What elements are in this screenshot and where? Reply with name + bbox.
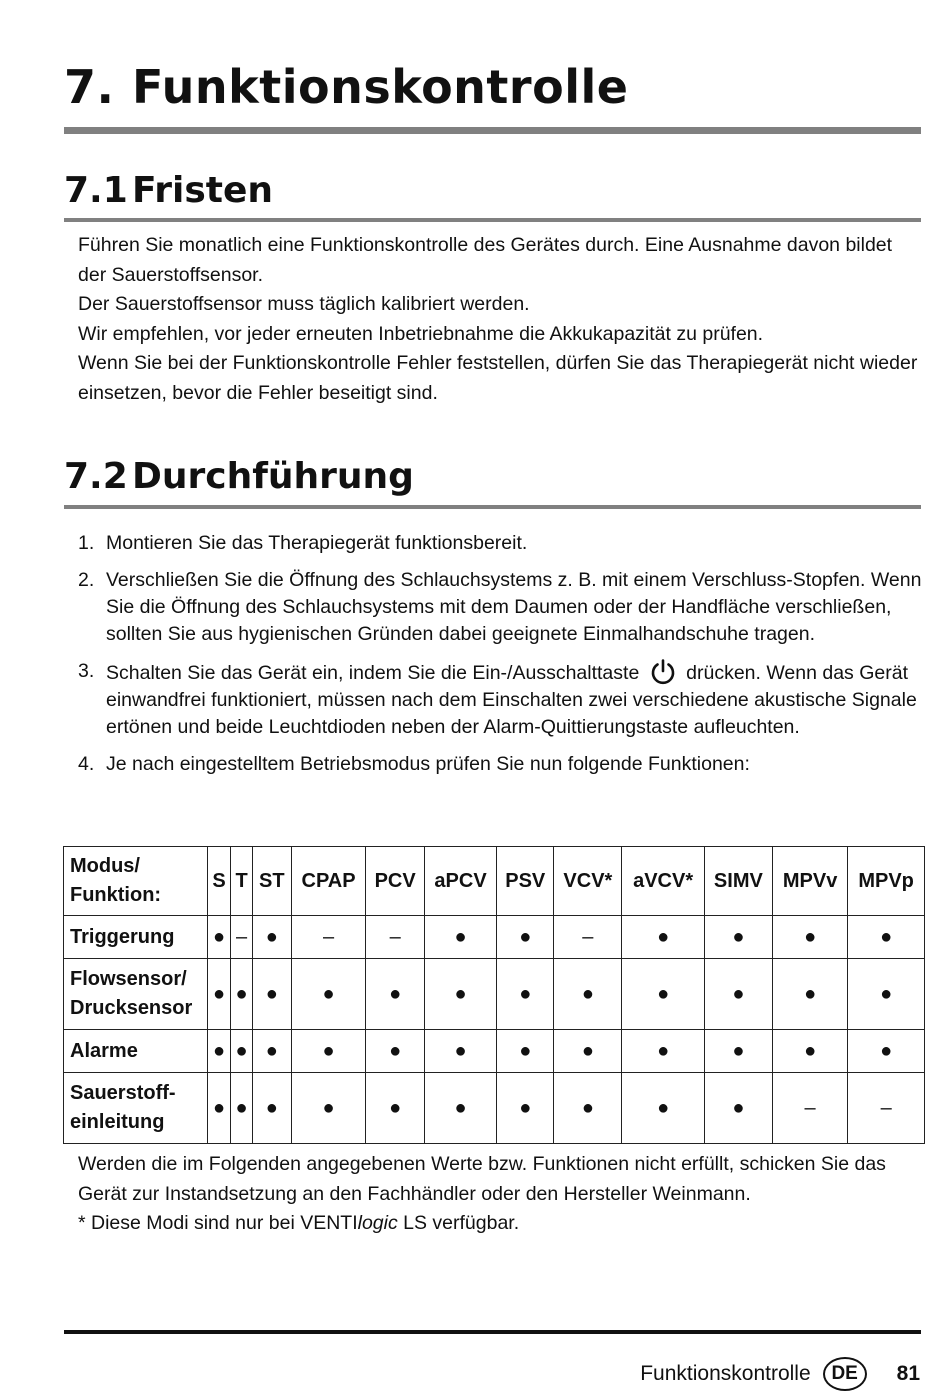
section-2-title	[64, 456, 414, 497]
row-label	[64, 916, 208, 959]
table-cell: ●	[208, 916, 231, 959]
mode-header: MPVp	[848, 847, 925, 916]
mode-header: ST	[252, 847, 291, 916]
table-cell: ●	[704, 916, 772, 959]
row-label	[64, 1030, 208, 1073]
table-cell: ●	[252, 1030, 291, 1073]
table-cell: ●	[497, 1073, 554, 1144]
table-cell: ●	[848, 959, 925, 1030]
table-cell: ●	[772, 1030, 847, 1073]
section-2-rule	[64, 505, 921, 509]
table-cell: ●	[231, 1030, 253, 1073]
table-cell: ●	[704, 1030, 772, 1073]
row-label-text: Triggerung	[70, 925, 175, 948]
mode-header: aPCV	[424, 847, 496, 916]
row-label-text: Flowsensor/	[70, 968, 187, 990]
table-cell: ●	[291, 959, 366, 1030]
paragraph: Führen Sie monatlich eine Funktionskontrolle des Gerätes durch. Eine Ausnahme davon bildet der Sauerstoffsensor.	[78, 234, 893, 286]
step-number: 2.	[78, 569, 95, 591]
mode-header: MPVv	[772, 847, 847, 916]
table-cell: –	[848, 1073, 925, 1144]
row-label	[64, 959, 208, 1030]
footnote-italic: logic	[357, 1212, 398, 1234]
step-text: Verschließen Sie die Öffnung des Schlauchsystems z. B. mit einem Verschluss-Stopfen. Wenn Sie die Öffnung des Schlauchsystems mit dem Daumen oder der Handfläche verschließen, sollten Sie aus hygienischen Gründen dabei geeignete Einmalhandschuhe tragen.	[106, 569, 922, 645]
table-cell: ●	[622, 959, 704, 1030]
step-text-after: drücken. Wenn das Gerät einwandfrei funktioniert, müssen nach dem Einschalten zwei verschiedene akustische Signale ertönen und beide Leuchtdioden neben der Alarm-Quittierungstaste aufleuchten.	[106, 662, 917, 738]
step-number: 3.	[78, 660, 95, 682]
list-item	[78, 751, 923, 778]
section-1-title	[64, 170, 273, 211]
table-cell: –	[772, 1073, 847, 1144]
table-cell: ●	[231, 1073, 253, 1144]
footnote	[78, 1209, 923, 1239]
section-1-title-text: Fristen	[132, 170, 274, 211]
after-table-text	[78, 1150, 923, 1239]
table-cell: ●	[554, 959, 622, 1030]
row-label	[64, 1073, 208, 1144]
footer-rule	[64, 1330, 921, 1334]
table-cell: ●	[622, 916, 704, 959]
mode-header: PSV	[497, 847, 554, 916]
mode-header: CPAP	[291, 847, 366, 916]
mode-header: aVCV*	[622, 847, 704, 916]
table-cell: ●	[497, 1030, 554, 1073]
mode-header: SIMV	[704, 847, 772, 916]
table-cell: ●	[424, 1073, 496, 1144]
footer-section: Funktionskontrolle	[640, 1362, 811, 1385]
paragraph: Wir empfehlen, vor jeder erneuten Inbetriebnahme die Akkukapazität zu prüfen.	[78, 322, 764, 345]
function-table	[63, 846, 925, 1144]
chapter-title	[64, 60, 628, 114]
section-1-number: 7.1	[64, 170, 128, 211]
table-row	[64, 959, 925, 1030]
row-label-text: Alarme	[70, 1039, 138, 1062]
paragraph: Der Sauerstoffsensor muss täglich kalibriert werden.	[78, 293, 530, 315]
table-cell: ●	[554, 1073, 622, 1144]
table-cell: ●	[366, 1030, 424, 1073]
table-cell: –	[554, 916, 622, 959]
table-cell: ●	[291, 1030, 366, 1073]
step-text-before: Schalten Sie das Gerät ein, indem Sie die Ein-/Ausschalttaste	[106, 662, 640, 684]
table-row	[64, 916, 925, 959]
power-icon	[649, 658, 677, 686]
chapter-number: 7.	[64, 60, 115, 114]
table-cell: ●	[772, 916, 847, 959]
section-1-rule	[64, 218, 921, 222]
mode-header: S	[208, 847, 231, 916]
section-1-body	[78, 231, 923, 408]
table-cell: ●	[252, 1073, 291, 1144]
table-cell: ●	[366, 959, 424, 1030]
list-item	[78, 530, 923, 557]
table-cell: ●	[424, 959, 496, 1030]
table-cell: ●	[424, 916, 496, 959]
table-cell: ●	[252, 916, 291, 959]
table-cell: ●	[704, 1073, 772, 1144]
table-cell: ●	[497, 916, 554, 959]
step-text: Montieren Sie das Therapiegerät funktionsbereit.	[106, 532, 528, 554]
table-header-row	[64, 847, 925, 916]
mode-header: T	[231, 847, 253, 916]
chapter-title-text: Funktionskontrolle	[132, 60, 629, 114]
table-cell: –	[231, 916, 253, 959]
section-2-number: 7.2	[64, 456, 128, 497]
steps-list	[78, 530, 923, 788]
language-badge: DE	[823, 1357, 867, 1391]
mode-header: VCV*	[554, 847, 622, 916]
row-label-text: einleitung	[70, 1111, 165, 1133]
chapter-rule	[64, 127, 921, 134]
table-cell: ●	[554, 1030, 622, 1073]
table-cell: ●	[208, 1030, 231, 1073]
footnote-suffix: LS verfügbar.	[397, 1212, 520, 1234]
table-cell: ●	[291, 1073, 366, 1144]
page-footer	[640, 1357, 920, 1391]
table-row	[64, 1030, 925, 1073]
paragraph: Werden die im Folgenden angegebenen Werte bzw. Funktionen nicht erfüllt, schicken Sie das Gerät zur Instandsetzung an den Fachhändler oder den Hersteller Weinmann.	[78, 1153, 886, 1205]
footnote-prefix: * Diese Modi sind nur bei VENTI	[78, 1212, 358, 1234]
mode-header: PCV	[366, 847, 424, 916]
table-row	[64, 1073, 925, 1144]
row-label-text: Sauerstoff-	[70, 1082, 176, 1104]
step-text: Je nach eingestelltem Betriebsmodus prüfen Sie nun folgende Funktionen:	[106, 753, 750, 775]
table-cell: ●	[848, 1030, 925, 1073]
table-cell: ●	[622, 1030, 704, 1073]
table-cell: ●	[497, 959, 554, 1030]
table-cell: ●	[848, 916, 925, 959]
table-cell: –	[366, 916, 424, 959]
page-number: 81	[896, 1362, 920, 1385]
list-item	[78, 567, 923, 648]
corner-label-1: Modus/	[70, 855, 140, 877]
step-number: 4.	[78, 753, 95, 775]
table-cell: ●	[704, 959, 772, 1030]
step-number: 1.	[78, 532, 95, 554]
table-cell: –	[291, 916, 366, 959]
paragraph: Wenn Sie bei der Funktionskontrolle Fehler feststellen, dürfen Sie das Therapiegerät nicht wieder einsetzen, bevor die Fehler beseitigt sind.	[78, 352, 918, 404]
list-item	[78, 658, 923, 741]
row-label-text: Drucksensor	[70, 997, 193, 1019]
table-cell: ●	[772, 959, 847, 1030]
corner-label-2: Funktion:	[70, 884, 162, 906]
table-cell: ●	[622, 1073, 704, 1144]
table-cell: ●	[231, 959, 253, 1030]
table-cell: ●	[424, 1030, 496, 1073]
table-cell: ●	[252, 959, 291, 1030]
table-cell: ●	[208, 959, 231, 1030]
section-2-title-text: Durchführung	[132, 456, 414, 497]
table-cell: ●	[208, 1073, 231, 1144]
table-cell: ●	[366, 1073, 424, 1144]
corner-cell	[64, 847, 208, 916]
